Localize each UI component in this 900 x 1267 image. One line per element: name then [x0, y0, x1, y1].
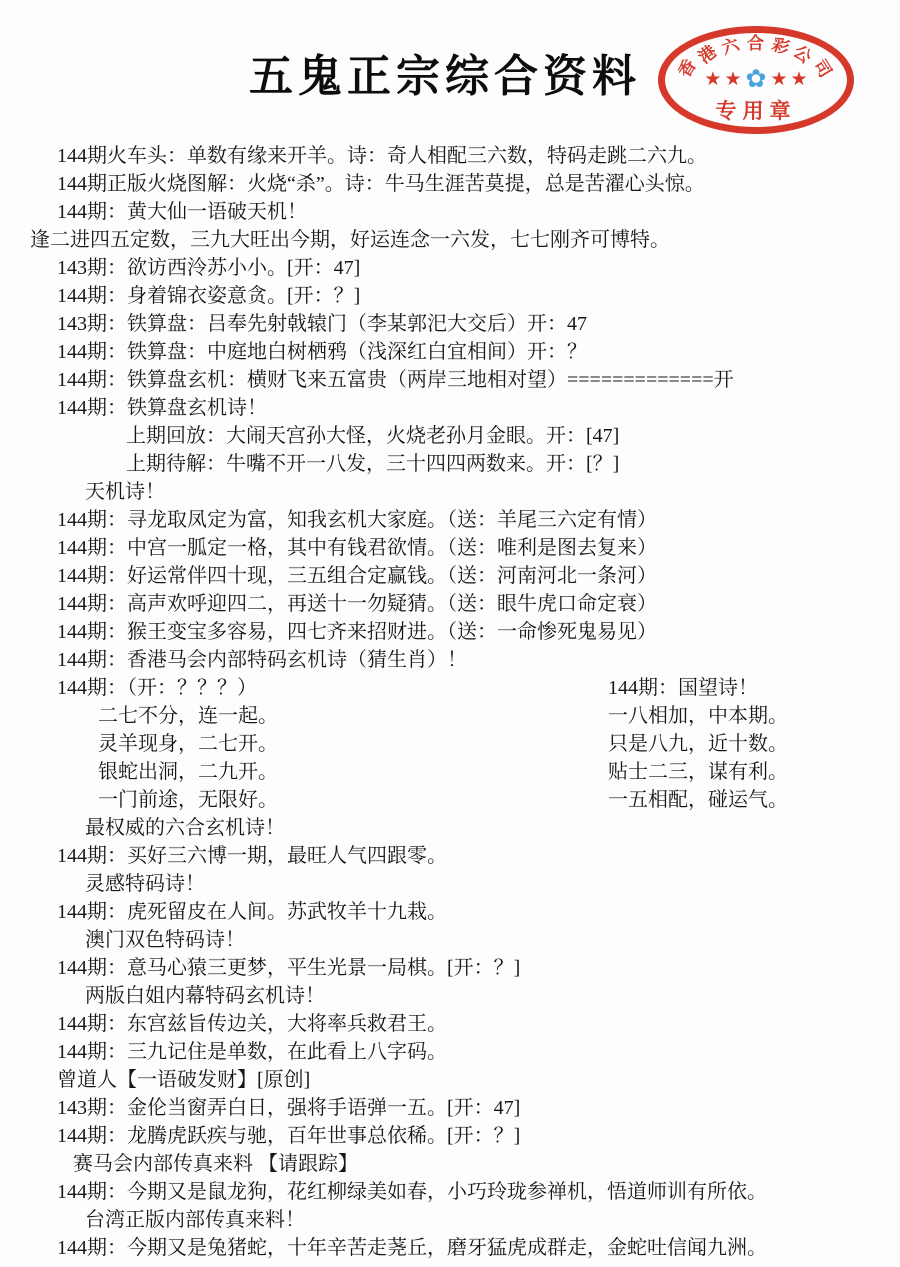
text-line: 144期：龙腾虎跃疾与驰，百年世事总依稀。[开：？] — [57, 1125, 521, 1147]
text-line: 144期：（开：？？？） — [57, 677, 257, 699]
text-line: 144期：东宫兹旨传边关，大将率兵救君王。 — [57, 1013, 447, 1035]
seal-arc-char: 六 — [719, 34, 742, 59]
text-line: 144期正版火烧图解：火烧“杀”。诗：牛马生涯苦莫提，总是苦濯心头惊。 — [57, 173, 705, 195]
text-line: 144期：铁算盘玄机诗！ — [57, 397, 267, 419]
text-line: 上期回放：大闹天宫孙大怪，火烧老孙月金眼。开：[47] — [126, 425, 620, 447]
text-line: 澳门双色特码诗！ — [85, 929, 245, 951]
two-column-poems — [0, 674, 900, 814]
star-icon: ★ — [724, 69, 742, 90]
text-line: 144期：黄大仙一语破天机！ — [57, 201, 307, 223]
seal-arc-char: 彩 — [769, 34, 792, 59]
text-line: 灵感特码诗！ — [85, 873, 205, 895]
text-line: 144期：意马心猿三更梦，平生光景一局棋。[开：？] — [57, 957, 521, 979]
lines-top-section — [0, 142, 900, 674]
text-line: 144期：猴王变宝多容易，四七齐来招财进。（送：一命惨死鬼易见） — [57, 621, 657, 643]
text-line: 上期待解：牛嘴不开一八发，三十四四两数来。开：[？] — [126, 453, 620, 475]
text-line: 144期：今期又是兔猪蛇，十年辛苦走荛丘，磨牙猛虎成群走，金蛇吐信闻九洲。 — [57, 1237, 767, 1259]
text-line: 144期：三九记住是单数，在此看上八字码。 — [57, 1041, 447, 1063]
flower-icon: ✿ — [745, 66, 767, 93]
text-line: 最权威的六合玄机诗！ — [85, 817, 285, 839]
text-line: 144期：铁算盘玄机：横财飞来五富贵（两岸三地相对望）=============开 — [57, 369, 734, 391]
text-line: 只是八九，近十数。 — [608, 733, 788, 755]
text-line: 144期：铁算盘：中庭地白树栖鸦（浅深红白宜相间）开：？ — [57, 341, 587, 363]
company-seal — [658, 26, 854, 134]
sheet-body — [0, 142, 900, 1262]
text-line: 144期：香港马会内部特码玄机诗（猜生肖）！ — [57, 649, 467, 671]
text-line: 天机诗！ — [85, 481, 165, 503]
text-line: 银蛇出洞，二九开。 — [98, 761, 278, 783]
seal-arc-char: 香 — [674, 56, 701, 81]
text-line: 143期：金伦当窗弄白日，强将手语弹一五。[开：47] — [57, 1097, 521, 1119]
text-line: 贴士二三，谋有利。 — [608, 761, 788, 783]
text-line: 二七不分，连一起。 — [98, 705, 278, 727]
text-line: 144期：虎死留皮在人间。苏武牧羊十九栽。 — [57, 901, 447, 923]
text-line: 144期：今期又是鼠龙狗，花红柳绿美如春，小巧玲珑参禅机，悟道师训有所依。 — [57, 1181, 767, 1203]
text-line: 143期：铁算盘：吕奉先射戟辕门（李某郭汜大交后）开：47 — [57, 313, 587, 335]
text-line: 曾道人【一语破发财】[原创] — [57, 1069, 311, 1091]
text-line: 144期：中宫一胍定一格，其中有钱君欲情。（送：唯利是图去复来） — [57, 537, 657, 559]
text-line: 144期：身着锦衣姿意贪。[开：？] — [57, 285, 361, 307]
seal-arc-char: 公 — [789, 41, 816, 68]
text-line: 灵羊现身，二七开。 — [98, 733, 278, 755]
lines-bottom-section — [0, 814, 900, 1262]
text-line: 逢二进四五定数，三九大旺出今期，好运连念一六发，七七刚齐可博特。 — [30, 229, 670, 251]
text-line: 144期：买好三六博一期，最旺人气四跟零。 — [57, 845, 447, 867]
star-icon: ★ — [790, 69, 808, 90]
seal-stars-row — [665, 66, 847, 93]
seal-bottom-text: 专用章 — [715, 100, 797, 123]
seal-arc-char: 合 — [747, 34, 764, 53]
seal-arc-char: 港 — [694, 41, 721, 68]
text-line: 144期：好运常伴四十现，三五组合定赢钱。（送：河南河北一条河） — [57, 565, 657, 587]
text-line: 台湾正版内部传真来料！ — [85, 1209, 305, 1231]
text-line: 一八相加，中本期。 — [608, 705, 788, 727]
text-line: 144期火车头：单数有缘来开羊。诗：奇人相配三六数，特码走跳二六九。 — [57, 145, 707, 167]
text-line: 144期：寻龙取凤定为富，知我玄机大家庭。（送：羊尾三六定有情） — [57, 509, 657, 531]
page-title: 五鬼正宗综合资料 — [249, 52, 641, 101]
text-line: 144期：国望诗！ — [608, 677, 758, 699]
text-line: 赛马会内部传真来料 【请跟踪】 — [73, 1153, 358, 1175]
star-icon: ★ — [704, 69, 722, 90]
text-line: 143期：欲访西泠苏小小。[开：47] — [57, 257, 361, 279]
star-icon: ★ — [770, 69, 788, 90]
poem-column-right — [608, 674, 788, 814]
text-line: 144期：高声欢呼迎四二，再送十一勿疑猜。（送：眼牛虎口命定衰） — [57, 593, 657, 615]
text-line: 一门前途，无限好。 — [98, 789, 278, 811]
text-line: 两版白姐内幕特码玄机诗！ — [85, 985, 325, 1007]
seal-arc-char: 司 — [809, 56, 836, 81]
text-line: 一五相配，碰运气。 — [608, 789, 788, 811]
